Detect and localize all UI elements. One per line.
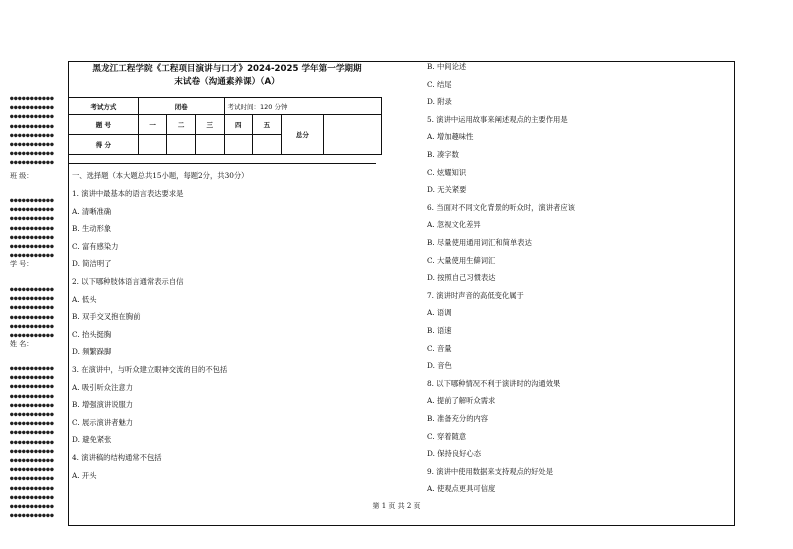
section1-header: 一、选择题（本大题总共15小题，每题2分，共30分） [72, 171, 249, 180]
answer-option: B. 语速 [427, 326, 452, 335]
score-cell-4 [224, 135, 253, 155]
answer-option: C. 音量 [427, 343, 452, 353]
question-stem: 8. 以下哪种情况不利于演讲时的沟通效果 [427, 378, 561, 388]
answer-option: D. 无关紧要 [427, 185, 467, 195]
answer-option: B. 准备充分的内容 [427, 414, 489, 423]
section-header-3: 三 [195, 115, 224, 135]
answer-option: D. 按照自己习惯表达 [427, 273, 496, 283]
answer-option: B. 凑字数 [427, 150, 459, 159]
section-divider [68, 163, 376, 164]
section-header-4: 四 [224, 115, 253, 135]
question-stem: 1. 演讲中最基本的语言表达要求是 [72, 189, 184, 198]
total-score-cell [324, 115, 382, 155]
section-header-5: 五 [253, 115, 282, 135]
total-label: 总分 [281, 115, 323, 155]
answer-option: B. 生动形象 [72, 224, 112, 234]
answer-option: A. 清晰准确 [72, 206, 112, 216]
exam-title [72, 63, 382, 89]
answer-option: D. 避免紧张 [72, 435, 112, 445]
answer-option: C. 抬头挺胸 [72, 329, 112, 339]
answer-option: A. 语调 [427, 308, 452, 318]
score-table [68, 97, 382, 155]
answer-option: A. 使观点更具可信度 [427, 484, 496, 494]
answer-option: A. 增加趣味性 [427, 132, 474, 142]
score-cell-3 [195, 135, 224, 155]
answer-option: C. 富有感染力 [72, 241, 119, 251]
question-stem: 2. 以下哪种肢体语言通常表示自信 [72, 277, 184, 286]
answer-option: C. 穿着随意 [427, 431, 467, 441]
binding-line-dots-1: ●●●●●●●●●●● ●●●●●●●●●●● ●●●●●●●●●●● ●●●●●●●●●●● ●●●●●●●●●●● ●●●●●●●●●●● ●●●●●●●●●●● ●●●●●●●●●●● [10, 95, 55, 167]
exam-time: 考试时间：120 分钟 [224, 98, 381, 115]
binding-line-dots-4: ●●●●●●●●●●● ●●●●●●●●●●● ●●●●●●●●●●● ●●●●●●●●●●● ●●●●●●●●●●● ●●●●●●●●●●● ●●●●●●●●●●● ●●●●●●●●●●● ●●●●●●●●●●● ●●●●●●●●●●● ●●●●●●●●●●● ●●●●●●●●●●● ●●●●●●●●●●● ●●●●●●●●●●● ●●●●●●●●●●● ●●●●●●●●●●● ●●●●●●●●●●● [10, 365, 55, 520]
answer-option: B. 增强演讲说服力 [72, 400, 134, 410]
answer-option: B. 中间论述 [427, 62, 467, 71]
question-stem: 5. 演讲中运用故事来阐述观点的主要作用是 [427, 114, 568, 124]
student-id-label: 学 号： [10, 260, 34, 268]
answer-option: D. 音色 [427, 361, 452, 371]
answer-option: C. 展示演讲者魅力 [72, 417, 134, 427]
answer-option: A. 吸引听众注意力 [72, 382, 133, 392]
page-footer: 第 1 页 共 2 页 [372, 502, 421, 510]
question-stem: 3. 在演讲中，与听众建立眼神交流的目的不包括 [72, 365, 228, 374]
exam-method-label: 考试方式 [69, 98, 139, 115]
answer-option: D. 附录 [427, 97, 452, 107]
question-stem: 4. 演讲稿的结构通常不包括 [72, 453, 162, 462]
binding-line-dots-3: ●●●●●●●●●●● ●●●●●●●●●●● ●●●●●●●●●●● ●●●●●●●●●●● ●●●●●●●●●●● ●●●●●●●●●●● [10, 286, 55, 340]
exam-title-line1: 黑龙江工程学院《工程项目演讲与口才》2024-2025 学年第一学期期 [92, 64, 362, 74]
answer-option: A. 提前了解听众需求 [427, 396, 496, 406]
answer-option: A. 低头 [72, 294, 97, 304]
answer-option: D. 简洁明了 [72, 259, 112, 269]
score-cell-2 [167, 135, 196, 155]
answer-option: C. 炫耀知识 [427, 167, 467, 177]
answer-option: C. 大量使用生僻词汇 [427, 255, 496, 265]
question-stem: 6. 当面对不同文化背景的听众时，演讲者应该 [427, 202, 575, 212]
answer-option: C. 结尾 [427, 79, 452, 89]
score-cell-1 [138, 135, 167, 155]
question-stem: 7. 演讲时声音的高低变化属于 [427, 290, 524, 300]
answer-option: A. 开头 [72, 470, 97, 480]
exam-method-value: 闭卷 [138, 98, 224, 115]
answer-option: A. 忽视文化差异 [427, 220, 481, 230]
exam-title-line2: 末试卷（沟通素养课）（A） [174, 77, 280, 87]
question-stem: 9. 演讲中使用数据来支持观点的好处是 [427, 466, 554, 476]
class-label: 班 级： [10, 172, 34, 180]
section-header-2: 二 [167, 115, 196, 135]
name-label: 姓 名： [10, 340, 34, 348]
answer-option: D. 频繁跺脚 [72, 347, 112, 357]
answer-option: B. 双手交叉抱在胸前 [72, 312, 141, 322]
answer-option: D. 保持良好心态 [427, 449, 482, 459]
answer-option: B. 尽量使用通用词汇和简单表达 [427, 238, 532, 247]
section-header-1: 一 [138, 115, 167, 135]
score-label: 得 分 [69, 135, 139, 155]
question-no-label: 题 号 [69, 115, 139, 135]
score-cell-5 [253, 135, 282, 155]
binding-line-dots-2: ●●●●●●●●●●● ●●●●●●●●●●● ●●●●●●●●●●● ●●●●●●●●●●● ●●●●●●●●●●● ●●●●●●●●●●● ●●●●●●●●●●● [10, 197, 55, 260]
